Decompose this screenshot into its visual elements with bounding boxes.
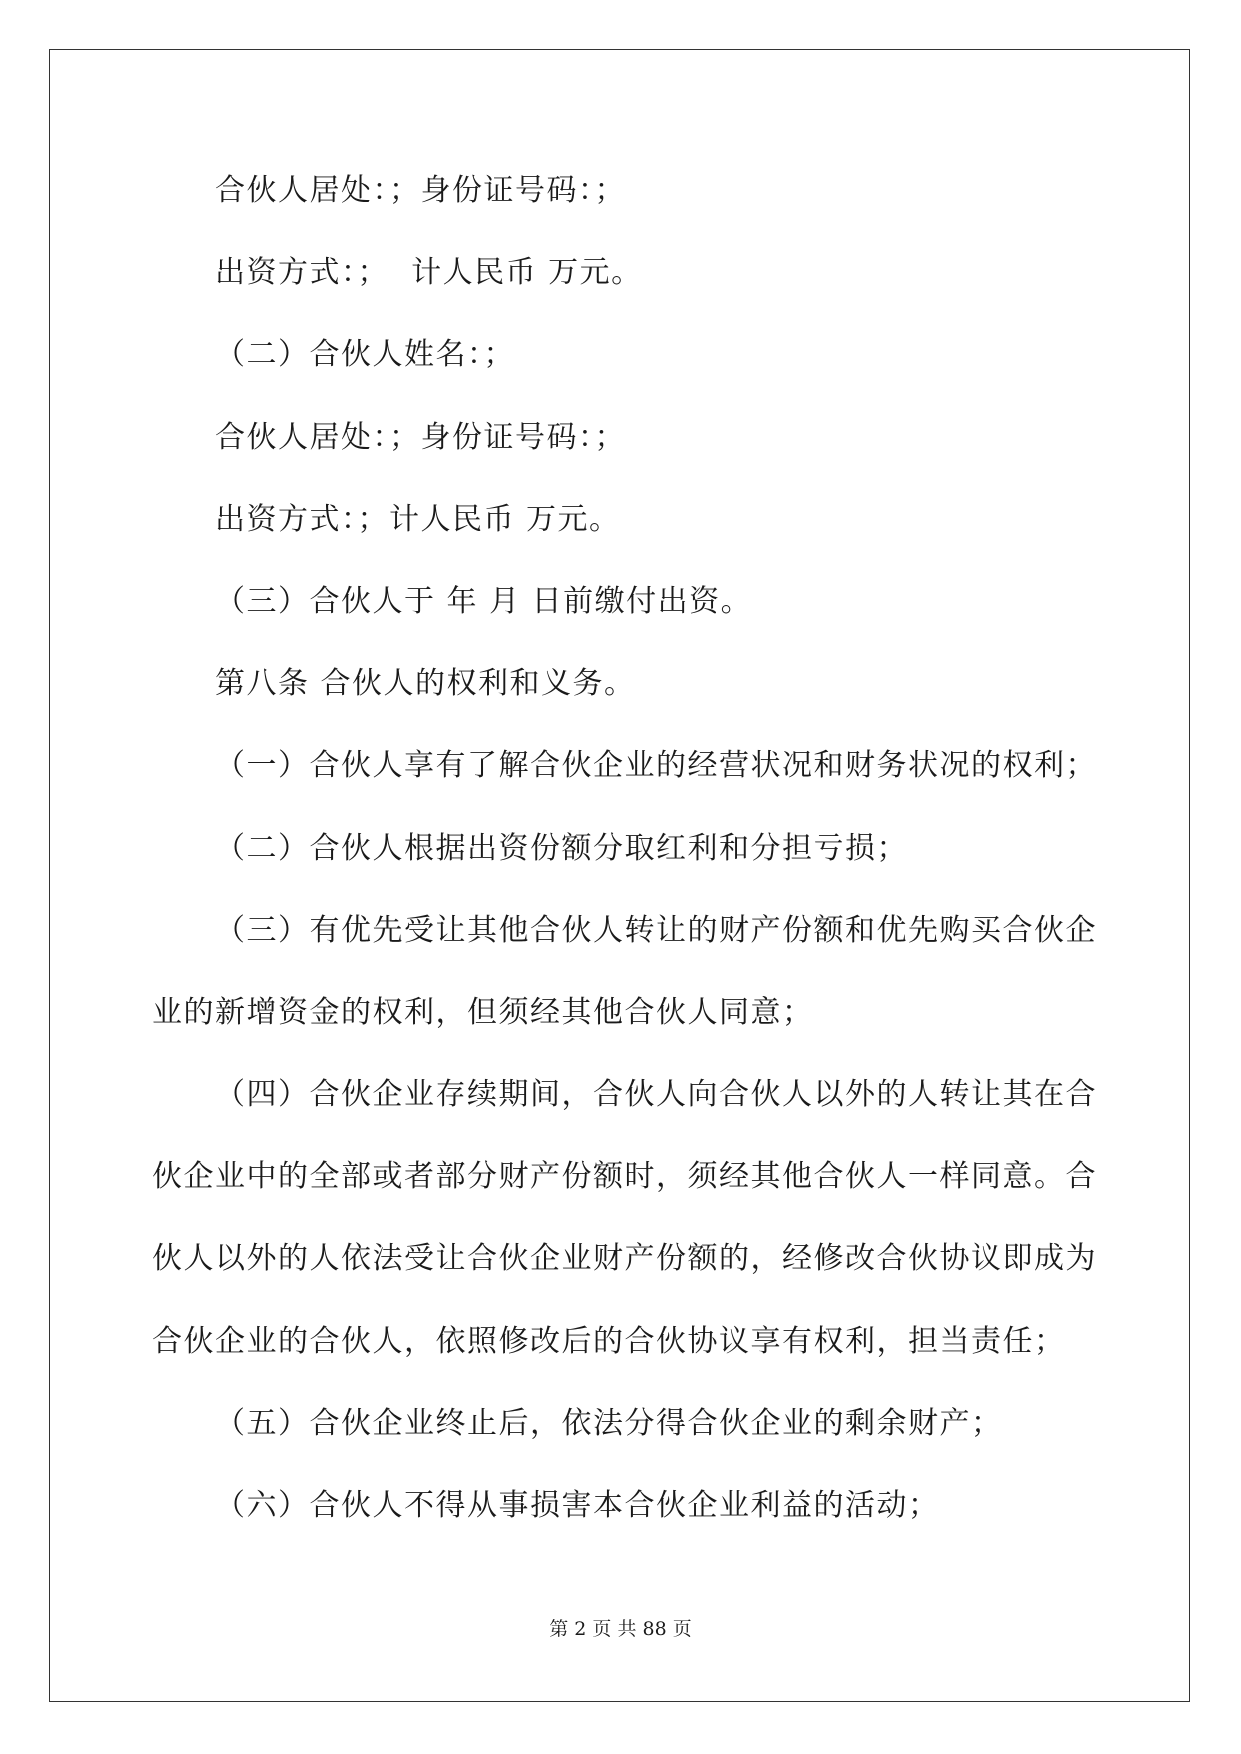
paragraph-line: 出资方式：；计人民币 万元。 [215,501,621,537]
paragraph-line: 伙企业中的全部或者部分财产份额时，须经其他合伙人一样同意。合 [152,1159,1097,1195]
paragraph-line: 合伙人居处：；身份证号码：； [215,419,626,455]
paragraph-line: 第八条 合伙人的权利和义务。 [215,666,636,702]
paragraph-line: （二）合伙人姓名：； [215,337,515,373]
paragraph-line: 业的新增资金的权利，但须经其他合伙人同意； [152,994,814,1030]
paragraph-line: （二）合伙人根据出资份额分取红利和分担亏损； [215,830,908,866]
paragraph-line: 合伙企业的合伙人，依照修改后的合伙协议享有权利，担当责任； [152,1323,1066,1359]
paragraph-line: （一）合伙人享有了解合伙企业的经营状况和财务状况的权利； [215,748,1097,784]
paragraph-line: （六）合伙人不得从事损害本合伙企业利益的活动； [215,1488,940,1523]
paragraph-line: （四）合伙企业存续期间，合伙人向合伙人以外的人转让其在合 [215,1077,1097,1113]
paragraph-line: 出资方式：； 计人民币 万元。 [215,255,643,291]
paragraph-line: （三）合伙人于 年 月 日前缴付出资。 [215,583,753,619]
page-footer: 第 2 页 共 88 页 [549,1618,692,1640]
paragraph-line: （三）有优先受让其他合伙人转让的财产份额和优先购买合伙企 [215,912,1097,948]
document-body [152,150,1097,1547]
paragraph-line: 伙人以外的人依法受让合伙企业财产份额的，经修改合伙协议即成为 [152,1241,1097,1277]
paragraph-line: （五）合伙企业终止后，依法分得合伙企业的剩余财产； [215,1405,1003,1441]
paragraph-line: 合伙人居处：；身份证号码：； [215,173,626,208]
